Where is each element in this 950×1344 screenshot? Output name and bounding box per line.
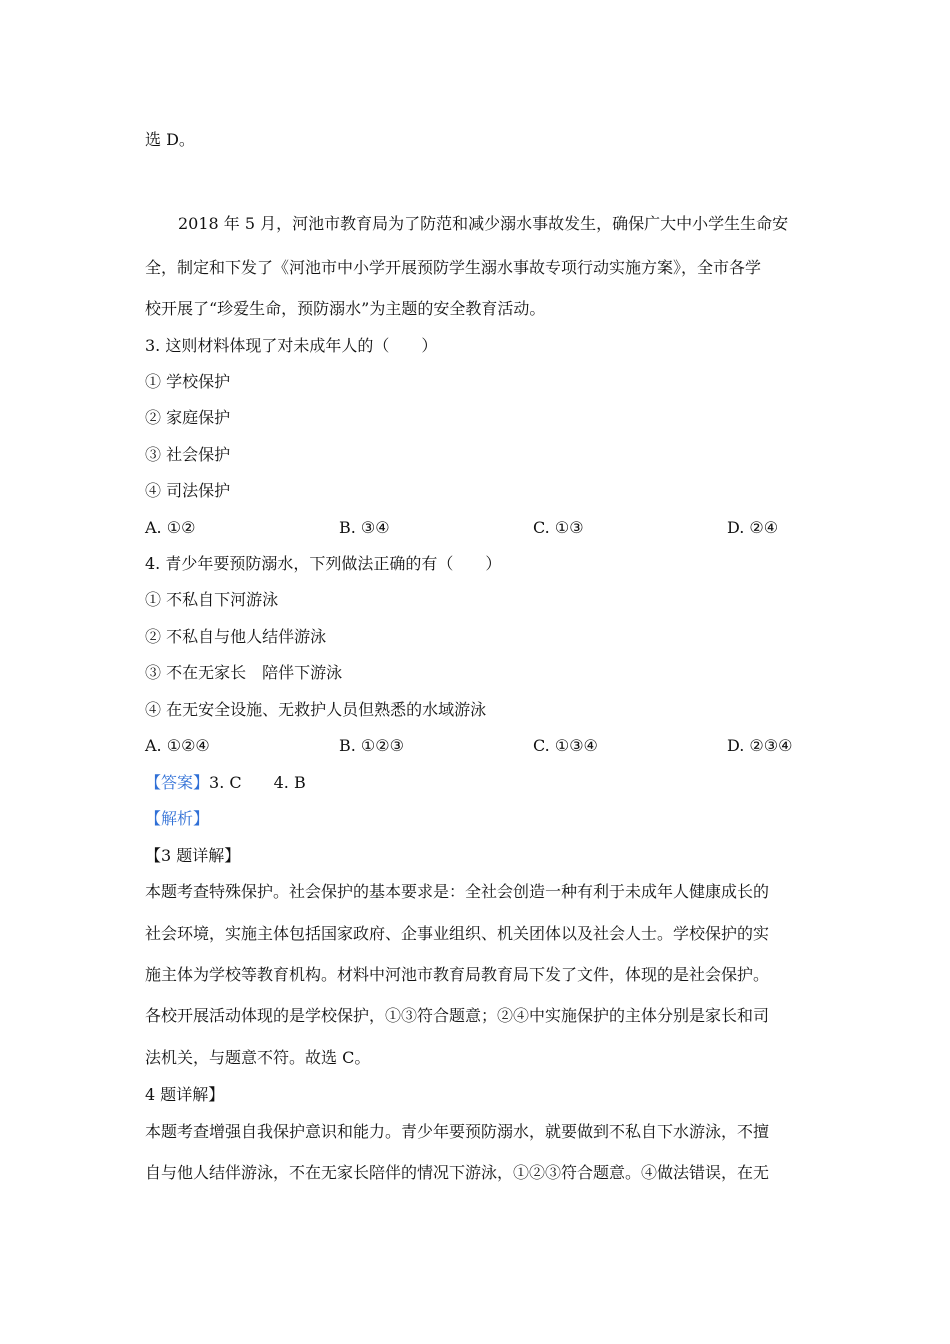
q4-item-1: ① 不私自下河游泳 xyxy=(145,590,279,609)
q3-option-b: B. ③④ xyxy=(339,518,390,537)
q4-option-b: B. ①②③ xyxy=(339,736,404,755)
q4-item-3: ③ 不在无家长 陪伴下游泳 xyxy=(145,663,343,682)
q4-option-c: C. ①③④ xyxy=(533,736,598,755)
detail4-line-2: 自与他人结伴游泳，不在无家长陪伴的情况下游泳，①②③符合题意。④做法错误，在无 xyxy=(145,1163,770,1182)
material-line-2: 全，制定和下发了《河池市中小学开展预防学生溺水事故专项行动实施方案》，全市各学 xyxy=(145,258,762,277)
q4-option-a: A. ①②④ xyxy=(145,736,210,755)
q3-option-c: C. ①③ xyxy=(533,518,584,537)
q4-item-2: ② 不私自与他人结伴游泳 xyxy=(145,627,327,646)
answer-line xyxy=(145,773,306,793)
answer-text: 3. C 4. B xyxy=(209,773,306,792)
q3-item-2: ② 家庭保护 xyxy=(145,408,231,427)
q4-option-d: D. ②③④ xyxy=(727,736,793,755)
q3-item-4: ④ 司法保护 xyxy=(145,481,231,500)
detail3-line-1: 本题考查特殊保护。社会保护的基本要求是：全社会创造一种有利于未成年人健康成长的 xyxy=(145,882,770,901)
q3-option-a: A. ①② xyxy=(145,518,196,537)
q3-stem: 3. 这则材料体现了对未成年人的（ ） xyxy=(145,336,438,355)
q3-option-d: D. ②④ xyxy=(727,518,779,537)
lead-line: 选 D。 xyxy=(145,130,195,149)
detail4-line-1: 本题考查增强自我保护意识和能力。青少年要预防溺水，就要做到不私自下水游泳，不擅 xyxy=(145,1122,770,1141)
analysis-label: 【解析】 xyxy=(145,809,210,828)
material-line-3: 校开展了“珍爱生命，预防溺水”为主题的安全教育活动。 xyxy=(145,299,546,318)
detail4-heading: 4 题详解】 xyxy=(145,1085,225,1104)
material-line-1: 2018 年 5 月，河池市教育局为了防范和减少溺水事故发生，确保广大中小学生生命安 xyxy=(178,214,789,233)
detail3-heading: 【3 题详解】 xyxy=(145,846,241,865)
answer-label: 【答案】 xyxy=(145,773,210,792)
q3-item-3: ③ 社会保护 xyxy=(145,445,231,464)
detail3-line-5: 法机关，与题意不符。故选 C。 xyxy=(145,1048,371,1067)
detail3-line-4: 各校开展活动体现的是学校保护，①③符合题意；②④中实施保护的主体分别是家长和司 xyxy=(145,1006,770,1025)
q4-item-4: ④ 在无安全设施、无救护人员但熟悉的水域游泳 xyxy=(145,700,487,719)
q3-item-1: ① 学校保护 xyxy=(145,372,231,391)
detail3-line-3: 施主体为学校等教育机构。材料中河池市教育局教育局下发了文件，体现的是社会保护。 xyxy=(145,965,770,984)
detail3-line-2: 社会环境，实施主体包括国家政府、企事业组织、机关团体以及社会人士。学校保护的实 xyxy=(145,924,770,943)
q4-stem: 4. 青少年要预防溺水，下列做法正确的有（ ） xyxy=(145,554,502,573)
